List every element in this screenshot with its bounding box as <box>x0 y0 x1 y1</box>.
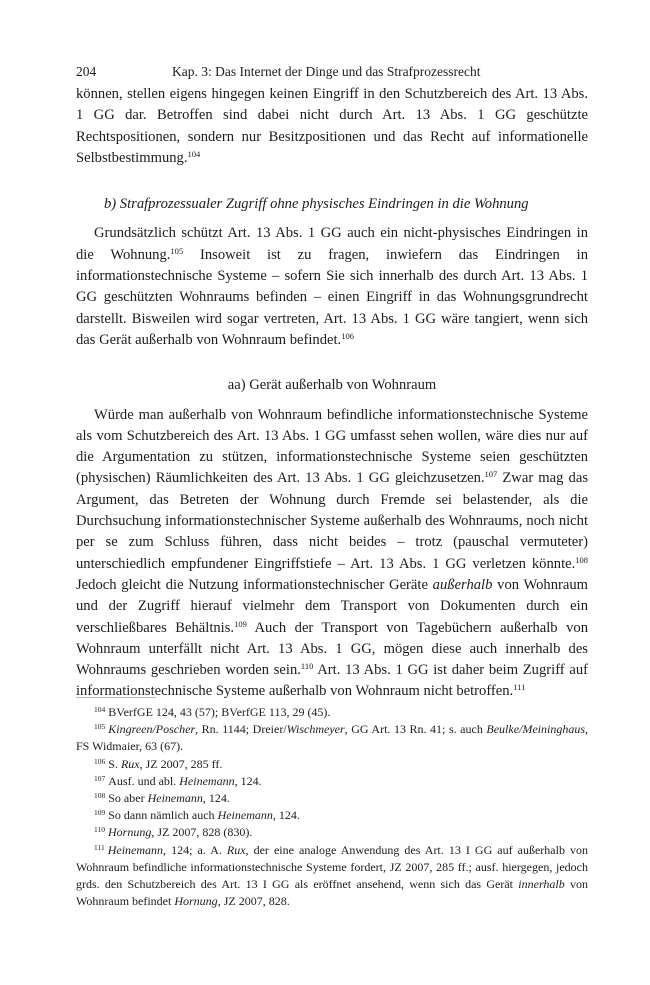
paragraph-b: Grundsätzlich schützt Art. 13 Abs. 1 GG auch ein nicht-physisches Eindringen in die Wohnung.$^{105}$ Insoweit ist zu fragen, inwiefern das Eindringen in informationstechnische Systeme – sofern Sie sich innerhalb des durch Art. 13 Abs. 1 GG geschützten Wohnraums befinden – einen Eingriff in das Wohnungsgrundrecht darstellt. Bisweilen wird sogar vertreten, Art. 13 Abs. 1 GG wäre tangiert, wenn sich das Gerät außerhalb von Wohnraum befindet.$^{106}$ <box>76 225 588 348</box>
footnote-ref[interactable]: 110 <box>300 661 314 672</box>
footnote-110: $^{110}$ Hornung, JZ 2007, 828 (830). <box>94 825 253 840</box>
footnote-ref[interactable]: 106 <box>341 330 354 341</box>
footnote-separator <box>76 697 156 698</box>
continuation-paragraph: können, stellen eigens hingegen keinen Eingriff in den Schutzbereich des Art. 13 Abs. 1 GG dar. Betroffen sind dabei nicht durch Art. 13 Abs. 1 GG geschützte Rechtspositionen, sondern nur Besitzpositionen und das Recht auf informationelle Selbstbestimmung.$^{104}$ <box>76 86 588 166</box>
book-page <box>76 64 588 703</box>
main-text <box>76 84 588 703</box>
footnote-ref[interactable]: 108 <box>575 554 588 565</box>
page-header <box>76 64 588 84</box>
page-number: 204 <box>76 64 97 79</box>
footnotes <box>76 704 588 910</box>
footnote-106: $^{106}$ S. Rux, JZ 2007, 285 ff. <box>94 756 223 771</box>
footnote-111: $^{111}$ Heinemann, 124; a. A. Rux, der eine analoge Anwendung des Art. 13 I GG auf außerhalb von Wohnraum befindliche informationstechnische Systeme fordert, JZ 2007, 285 ff.; ausf. hiergegen, jedoch grds. den Schutzbereich des Art. 13 I GG als eröffnet ansehend, wenn sich das Gerät innerhalb von Wohnraum befindet Hornung, JZ 2007, 828. <box>76 842 589 909</box>
footnote-ref[interactable]: 107 <box>484 469 498 480</box>
footnote-105: $^{105}$ Kingreen/Poscher, Rn. 1144; Dreier/Wischmeyer, GG Art. 13 Rn. 41; s. auch Beulke/Meininghaus, FS Widmaier, 63 (67). <box>76 722 589 754</box>
footnote-ref[interactable]: 109 <box>234 618 247 629</box>
emphasis: außerhalb <box>432 576 493 593</box>
footnote-109: $^{109}$ So dann nämlich auch Heinemann, 124. <box>94 808 300 823</box>
footnote-ref[interactable]: 105 <box>170 245 184 256</box>
footnote-104: $^{104}$ BVerfGE 124, 43 (57); BVerfGE 113, 29 (45). <box>94 705 331 719</box>
footnote-107: $^{107}$ Ausf. und abl. Heinemann, 124. <box>94 773 262 788</box>
section-heading-b: b) Strafprozessualer Zugriff ohne physisches Eindringen in die Wohnung <box>104 196 529 213</box>
running-title: Kap. 3: Das Internet der Dinge und das Strafprozessrecht <box>172 64 481 79</box>
footnote-ref[interactable]: 104 <box>187 148 201 159</box>
footnote-108: $^{108}$ So aber Heinemann, 124. <box>94 791 230 806</box>
paragraph-aa: Würde man außerhalb von Wohnraum befindliche informationstechnische Systeme als vom Schutzbereich des Art. 13 Abs. 1 GG umfasst sehen wollen, wäre dies nur auf die Argumentation zu stützen, informationstechnische Systeme seien geschützten (physischen) Räumlichkeiten des Art. 13 Abs. 1 GG gleichzusetzen.$^{107}$ Zwar mag das Argument, das Betreten der Wohnung durch Fremde sei belastender, als die Durchsuchung informationstechnischer Systeme außerhalb des Wohnraums, noch nicht per se zum Schluss führen, dass nicht beides – trotz (pauschal vermuteter) unterschiedlich empfundener Eingriffstiefe – Art. 13 Abs. 1 GG verletzen könnte.$^{108}$ Jedoch gleicht die Nutzung informationstechnischer Geräte außerhalb von Wohnraum und der Zugriff hierauf vielmehr dem Transport von Dokumenten durch ein verschließbares Behältnis.$^{109}$ Auch der Transport von Tagebüchern außerhalb von Wohnraum unterfällt nicht Art. 13 Abs. 1 GG, mögen diese auch innerhalb des Wohnraums geschrieben worden sein.$^{110}$ Art. 13 Abs. 1 GG ist daher beim Zugriff auf informationstechnische Systeme außerhalb von Wohnraum nicht betroffen.$^{111}$ <box>76 406 589 700</box>
footnote-ref[interactable]: 111 <box>513 682 526 693</box>
section-heading-aa: aa) Gerät außerhalb von Wohnraum <box>227 377 437 394</box>
